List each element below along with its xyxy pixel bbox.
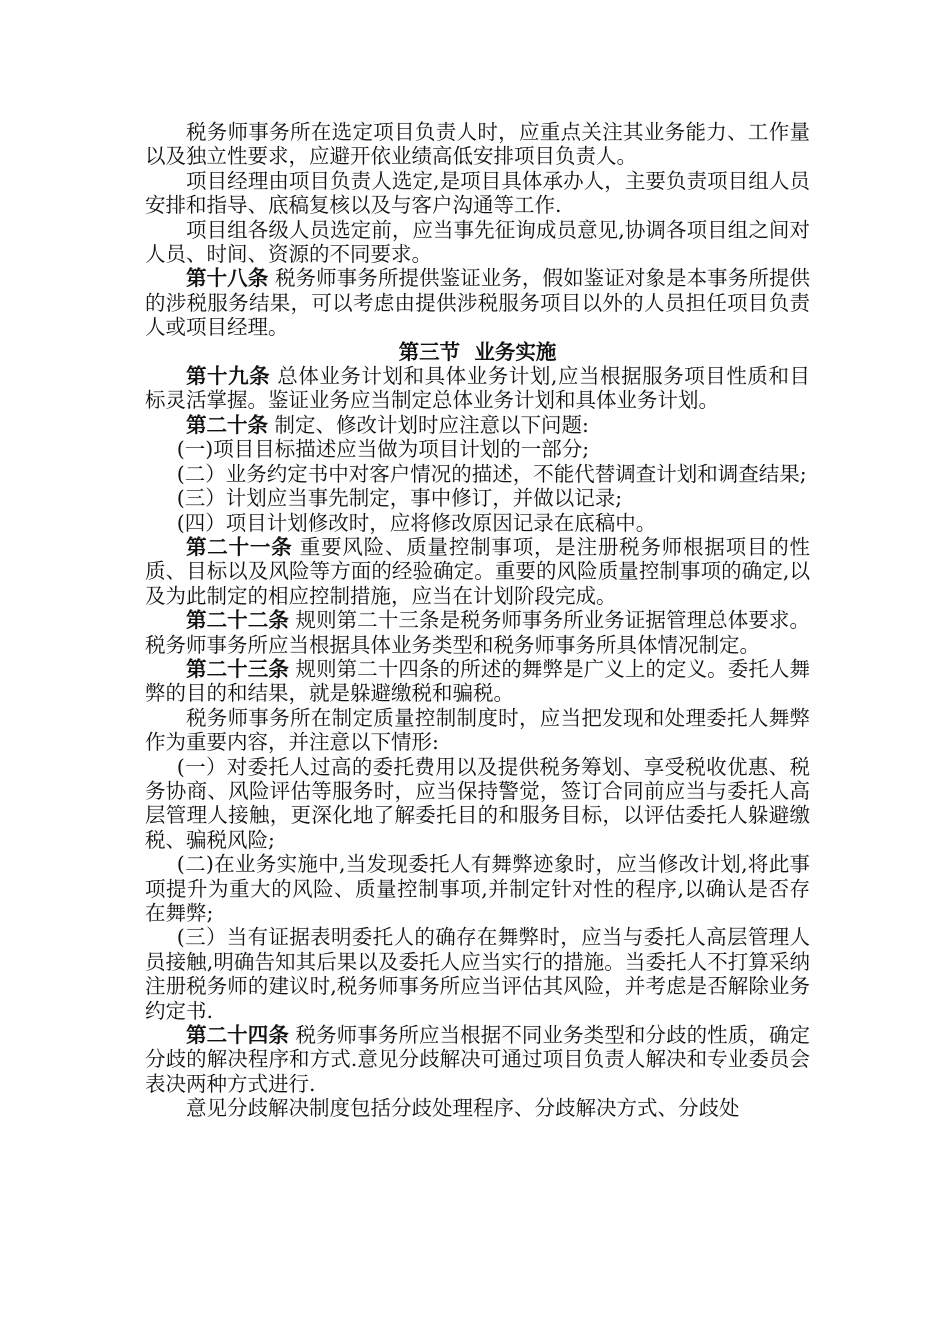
article-text: 规则第二十四条的所述的舞弊是广义上的定义。委托人舞弊的目的和结果，就是躲避缴税和骗税。 xyxy=(145,656,811,706)
list-item-text: (一）对委托人过高的委托费用以及提供税务筹划、享受税收优惠、税务协商、风险评估等服务时，应当保持警觉，签订合同前应当与委托人高层管理人接触，更深化地了解委托目的和服务目标，以评估委托人躲避缴税、骗税风险; xyxy=(145,754,810,852)
document-body xyxy=(145,120,810,1121)
article-number: 第十九条 xyxy=(186,364,271,389)
article-number: 第十八条 xyxy=(186,266,269,291)
article-22 xyxy=(145,608,810,657)
article-text: 规则第二十三条是税务师事务所业务证据管理总体要求。税务师事务所应当根据具体业务类型和税务师事务所具体情况制定。 xyxy=(145,608,811,657)
article-text: 重要风险、质量控制事项，是注册税务师根据项目的性质、目标以及风险等方面的经验确定。重要的风险质量控制事项的确定,以及为此制定的相应控制措施，应当在计划阶段完成。 xyxy=(145,534,811,608)
list-item xyxy=(145,925,810,1023)
article-text: 总体业务计划和具体业务计划,应当根据服务项目性质和目标灵活掌握。鉴证业务应当制定总体业务计划和具体业务计划。 xyxy=(145,364,811,413)
paragraph xyxy=(145,169,810,218)
article-text: 税务师事务所提供鉴证业务，假如鉴证对象是本事务所提供的涉税服务结果，可以考虑由提供涉税服务项目以外的人员担任项目负责人或项目经理。 xyxy=(145,266,811,340)
paragraph xyxy=(145,218,810,267)
article-20 xyxy=(145,413,810,437)
article-19 xyxy=(145,364,810,413)
article-21 xyxy=(145,535,810,608)
paragraph xyxy=(145,706,810,755)
article-number: 第二十三条 xyxy=(186,656,289,681)
paragraph-text: 税务师事务所在制定质量控制制度时，应当把发现和处理委托人舞弊作为重要内容，并注意以下情形: xyxy=(145,705,810,755)
list-item xyxy=(145,437,810,461)
paragraph xyxy=(145,120,810,169)
article-text: 税务师事务所应当根据不同业务类型和分歧的性质，确定分歧的解决程序和方式.意见分歧解决可通过项目负责人解决和专业委员会表决两种方式进行. xyxy=(145,1023,811,1096)
paragraph-text: 税务师事务所在选定项目负责人时，应重点关注其业务能力、工作量以及独立性要求，应避开依业绩高低安排项目负责人。 xyxy=(145,120,810,169)
section-heading-text: 第三节 业务实施 xyxy=(398,339,557,364)
article-18 xyxy=(145,266,810,339)
article-24 xyxy=(145,1023,810,1096)
list-item-text: (二)在业务实施中,当发现委托人有舞弊迹象时，应当修改计划,将此事项提升为重大的风险、质量控制事项,并制定针对性的程序,以确认是否存在舞弊; xyxy=(145,852,810,925)
list-item xyxy=(145,486,810,510)
paragraph xyxy=(145,1096,810,1120)
paragraph-text: 意见分歧解决制度包括分歧处理程序、分歧解决方式、分歧处 xyxy=(186,1096,740,1121)
article-number: 第二十四条 xyxy=(186,1023,289,1048)
article-number: 第二十条 xyxy=(186,412,268,437)
section-heading xyxy=(145,340,810,364)
list-item-text: (一)项目目标描述应当做为项目计划的一部分; xyxy=(176,437,590,462)
article-number: 第二十二条 xyxy=(186,608,289,633)
article-number: 第二十一条 xyxy=(186,534,293,559)
list-item xyxy=(145,462,810,486)
list-item-text: (二）业务约定书中对客户情况的描述，不能代替调查计划和调查结果; xyxy=(176,461,807,486)
list-item-text: (三）计划应当事先制定，事中修订，并做以记录; xyxy=(176,486,623,511)
list-item-text: (三）当有证据表明委托人的确存在舞弊时，应当与委托人高层管理人员接触,明确告知其后果以及委托人应当实行的措施。当委托人不打算采纳注册税务师的建议时,税务师事务所应当评估其风险，并考虑是否解除业务约定书. xyxy=(145,925,810,1023)
article-23 xyxy=(145,657,810,706)
list-item xyxy=(145,852,810,925)
list-item xyxy=(145,755,810,853)
list-item xyxy=(145,511,810,535)
article-text: 制定、修改计划时应注意以下问题: xyxy=(268,412,589,437)
paragraph-text: 项目经理由项目负责人选定,是项目具体承办人，主要负责项目组人员安排和指导、底稿复核以及与客户沟通等工作. xyxy=(145,168,810,218)
paragraph-text: 项目组各级人员选定前，应当事先征询成员意见,协调各项目组之间对人员、时间、资源的不同要求。 xyxy=(145,217,810,267)
list-item-text: (四）项目计划修改时，应将修改原因记录在底稿中。 xyxy=(176,510,657,535)
